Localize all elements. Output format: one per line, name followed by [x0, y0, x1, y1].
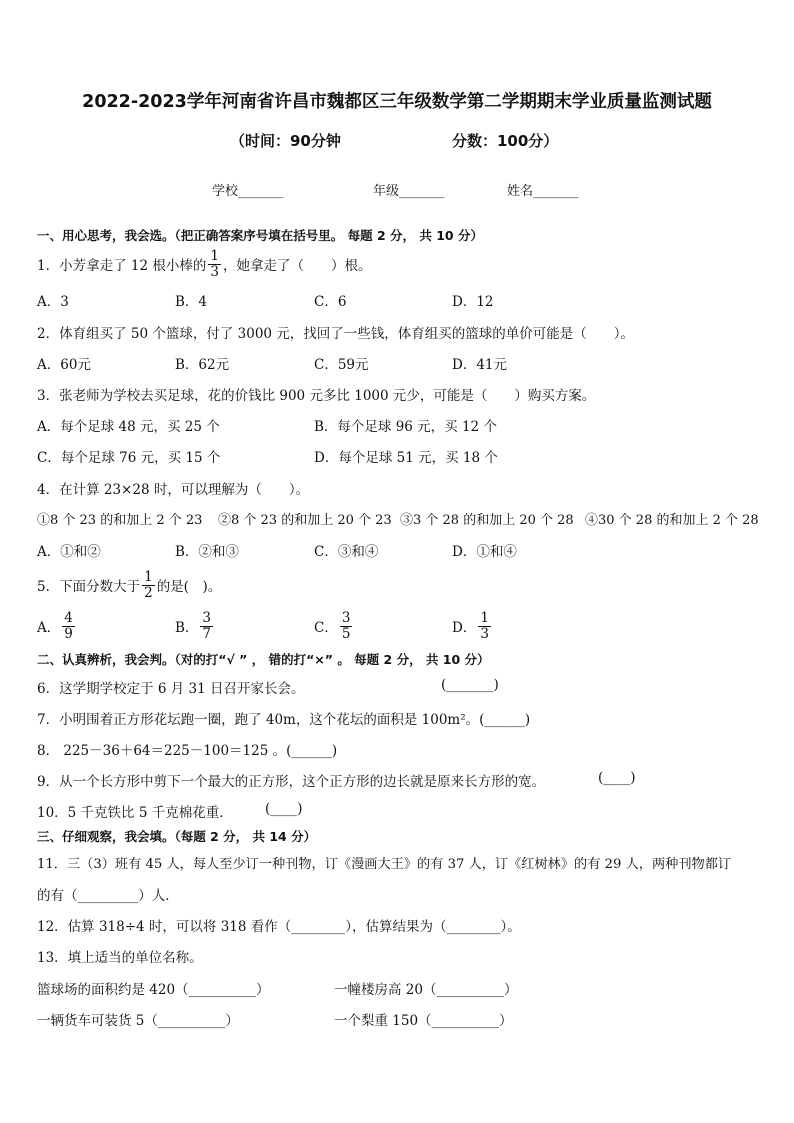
q10-answer-blank[interactable]: (____) [265, 801, 303, 817]
grade-field[interactable]: 年级_______ [373, 184, 445, 199]
q13-item-building-height: 一幢楼房高 20（__________） [334, 982, 518, 998]
q4-option-b[interactable]: B．②和③ [175, 544, 239, 560]
section-3-heading: 三、仔细观察，我会填。（每题 2 分， 共 14 分） [37, 829, 317, 844]
q13-item-pear-weight: 一个梨重 150（__________） [334, 1013, 513, 1029]
q1-option-c[interactable]: C．6 [314, 294, 347, 310]
question-5 [37, 565, 221, 605]
question-3: 3．张老师为学校去买足球，花的价钱比 900 元多比 1000 元少，可能是（ ）购买方案。 [37, 388, 596, 404]
school-field[interactable]: 学校_______ [212, 184, 284, 199]
q3-option-b[interactable]: B．每个足球 96 元，买 12 个 [314, 419, 497, 435]
question-13: 13．填上适当的单位名称。 [37, 950, 203, 966]
question-5-text: 5．下面分数大于 [37, 579, 141, 595]
q5-option-b[interactable] [175, 606, 215, 646]
fraction-denominator: 7 [202, 625, 212, 642]
q5-option-c[interactable] [314, 606, 354, 646]
question-6: 6．这学期学校定于 6 月 31 日召开家长会。 [37, 681, 305, 697]
q5-option-a[interactable] [37, 606, 77, 646]
option-label: A． [37, 620, 61, 636]
question-4: 4．在计算 23×28 时，可以理解为（ ）。 [37, 482, 310, 498]
q1-option-a[interactable]: A．3 [37, 294, 69, 310]
option-label: D． [452, 620, 477, 636]
section-2-heading: 二、认真辨析，我会判。（对的打“√ ” ， 错的打“×” 。 每题 2 分， 共 10 分） [37, 652, 490, 667]
q4-item-3: ③3 个 28 的和加上 20 个 28 [400, 513, 574, 528]
fraction-denominator: 5 [341, 625, 351, 642]
option-fraction [340, 611, 353, 642]
option-label: B． [175, 620, 199, 636]
fraction-denominator: 3 [210, 263, 219, 280]
q2-option-b[interactable]: B．62元 [175, 357, 230, 373]
fraction-numerator: 1 [144, 568, 153, 585]
fraction-numerator: 4 [64, 609, 73, 626]
question-9: 9．从一个长方形中剪下一个最大的正方形，这个正方形的边长就是原来长方形的宽。 [37, 774, 546, 790]
page-title: 2022-2023学年河南省许昌市魏都区三年级数学第二学期期末学业质量监测试题 [82, 92, 712, 112]
fraction-numerator: 1 [210, 247, 219, 264]
fraction-one-third [208, 249, 221, 280]
fraction-one-half [142, 570, 155, 601]
q3-option-d[interactable]: D．每个足球 51 元，买 18 个 [314, 450, 498, 466]
question-8: 8． 225－36＋64＝225－100＝125 。(______) [37, 743, 338, 759]
fraction-denominator: 2 [144, 584, 153, 601]
q6-answer-blank[interactable]: (_______) [441, 677, 499, 693]
q9-answer-blank[interactable]: (____) [598, 770, 636, 786]
q2-option-d[interactable]: D．41元 [452, 357, 508, 373]
name-field[interactable]: 姓名_______ [507, 184, 579, 199]
question-7: 7．小明围着正方形花坛跑一圈，跑了 40m，这个花坛的面积是 100m²。(______) [37, 712, 531, 728]
question-2: 2．体育组买了 50 个篮球，付了 3000 元，找回了一些钱，体育组买的篮球的单价可能是（ ）。 [37, 326, 635, 342]
q1-option-d[interactable]: D．12 [452, 294, 494, 310]
option-label: C． [314, 620, 338, 636]
question-10: 10．5 千克铁比 5 千克棉花重． [37, 805, 233, 821]
q3-option-a[interactable]: A．每个足球 48 元，买 25 个 [37, 419, 220, 435]
q2-option-c[interactable]: C．59元 [314, 357, 369, 373]
option-fraction [62, 611, 75, 642]
q13-item-truck-load: 一辆货车可装货 5（__________） [37, 1013, 239, 1029]
q1-option-b[interactable]: B．4 [175, 294, 208, 310]
exam-time: （时间：90分钟 [230, 132, 341, 150]
fraction-denominator: 3 [480, 625, 489, 642]
q3-option-c[interactable]: C．每个足球 76 元，买 15 个 [37, 450, 221, 466]
q4-item-2: ②8 个 23 的和加上 20 个 23 [218, 513, 392, 528]
question-11-cont: 的有（_________）人． [37, 888, 179, 904]
option-fraction [200, 611, 213, 642]
exam-score: 分数：100分） [452, 132, 559, 150]
q4-option-d[interactable]: D．①和④ [452, 544, 517, 560]
q2-option-a[interactable]: A．60元 [37, 357, 91, 373]
option-fraction [478, 611, 491, 642]
q4-item-1: ①8 个 23 的和加上 2 个 23 [37, 513, 203, 528]
question-1-tail: ，她拿走了（ ）根。 [222, 258, 372, 274]
fraction-denominator: 9 [64, 625, 73, 642]
section-1-heading: 一、用心思考，我会选。（把正确答案序号填在括号里。 每题 2 分， 共 10 分） [37, 228, 483, 243]
question-5-tail: 的是( )。 [156, 579, 222, 595]
question-1 [37, 244, 371, 284]
question-1-text: 1．小芳拿走了 12 根小棒的 [37, 258, 207, 274]
q4-item-4: ④30 个 28 的和加上 2 个 28 [585, 513, 759, 528]
q5-option-d[interactable] [452, 606, 493, 646]
q13-item-basketball-court: 篮球场的面积约是 420（__________） [37, 982, 270, 998]
q4-option-a[interactable]: A．①和② [37, 544, 101, 560]
question-11: 11．三（3）班有 45 人，每人至少订一种刊物，订《漫画大王》的有 37 人，订《红树林》的有 29 人，两种刊物都订 [37, 857, 732, 872]
fraction-numerator: 3 [202, 609, 212, 626]
q4-option-c[interactable]: C．③和④ [314, 544, 379, 560]
fraction-numerator: 3 [341, 609, 351, 626]
question-12: 12．估算 318÷4 时，可以将 318 看作（________），估算结果为（________）。 [37, 919, 521, 935]
fraction-numerator: 1 [480, 609, 489, 626]
